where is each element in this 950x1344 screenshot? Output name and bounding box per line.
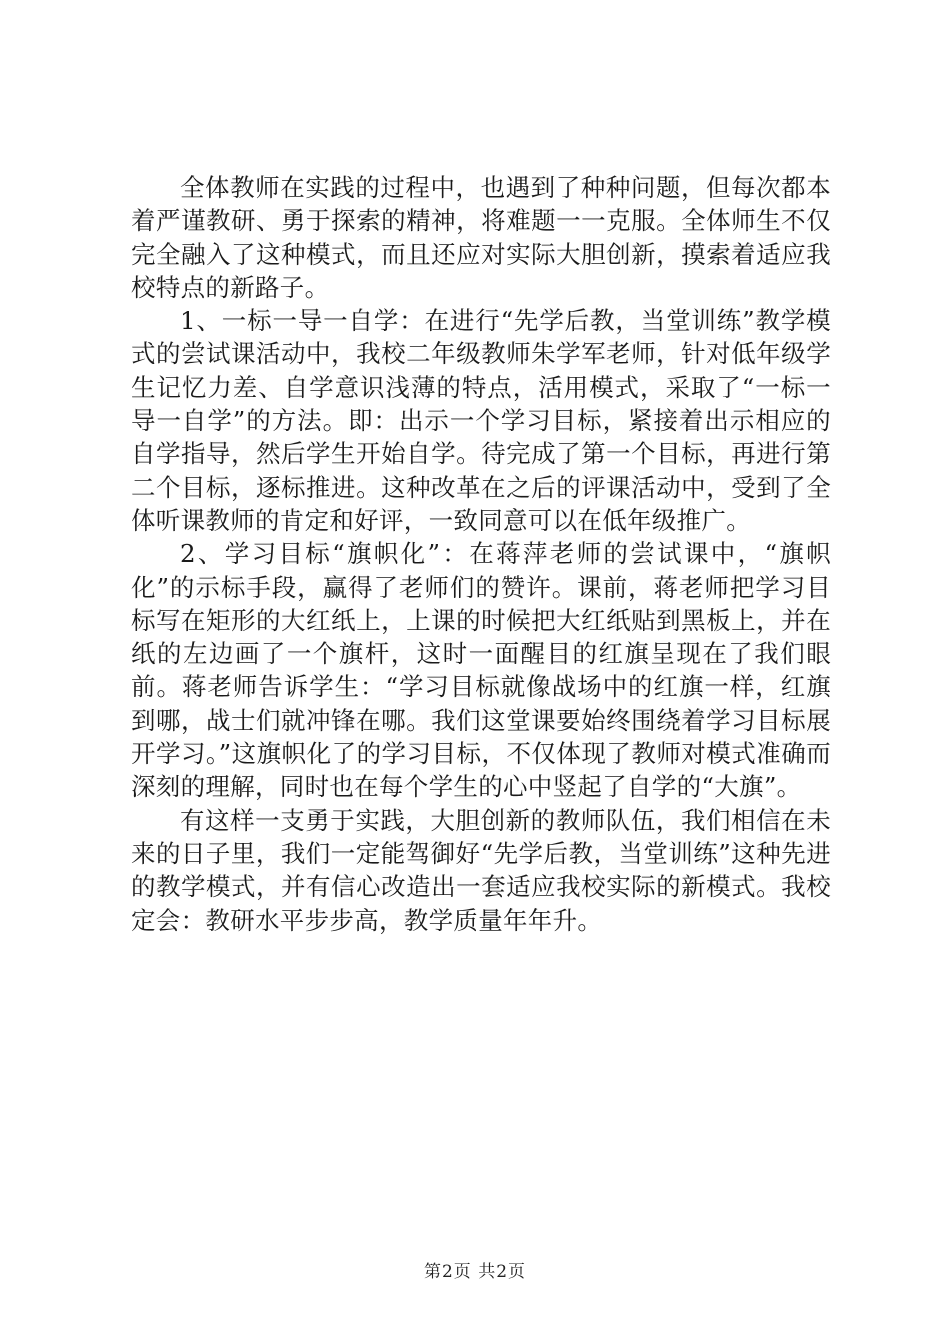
paragraph-intro: 全体教师在实践的过程中，也遇到了种种问题，但每次都本着严谨教研、勇于探索的精神，将难题一一克服。全体师生不仅完全融入了这种模式，而且还应对实际大胆创新，摸索着适应我校特点的新路子。 xyxy=(131,173,831,302)
paragraph-item-1: 1、一标一导一自学：在进行“先学后教，当堂训练”教学模式的尝试课活动中，我校二年级教师朱学军老师，针对低年级学生记忆力差、自学意识浅薄的特点，活用模式，采取了“一标一导一自学”的方法。即：出示一个学习目标，紧接着出示相应的自学指导，然后学生开始自学。待完成了第一个目标，再进行第二个目标，逐标推进。这种改革在之后的评课活动中，受到了全体听课教师的肯定和好评，一致同意可以在低年级推广。 xyxy=(131,306,831,535)
document-body xyxy=(131,171,831,937)
page-number-footer: 第2页 共2页 xyxy=(423,1262,527,1282)
paragraph-conclusion: 有这样一支勇于实践，大胆创新的教师队伍，我们相信在未来的日子里，我们一定能驾御好“先学后教，当堂训练”这种先进的教学模式，并有信心改造出一套适应我校实际的新模式。我校定会：教研水平步步高，教学质量年年升。 xyxy=(131,805,831,935)
paragraph-item-2: 2、学习目标“旗帜化”：在蒋萍老师的尝试课中，“旗帜化”的示标手段，赢得了老师们的赞许。课前，蒋老师把学习目标写在矩形的大红纸上，上课的时候把大红纸贴到黑板上，并在纸的左边画了一个旗杆，这时一面醒目的红旗呈现在了我们眼前。蒋老师告诉学生：“学习目标就像战场中的红旗一样，红旗到哪，战士们就冲锋在哪。我们这堂课要始终围绕着学习目标展开学习。”这旗帜化了的学习目标，不仅体现了教师对模式准确而深刻的理解，同时也在每个学生的心中竖起了自学的“大旗”。 xyxy=(131,539,832,802)
